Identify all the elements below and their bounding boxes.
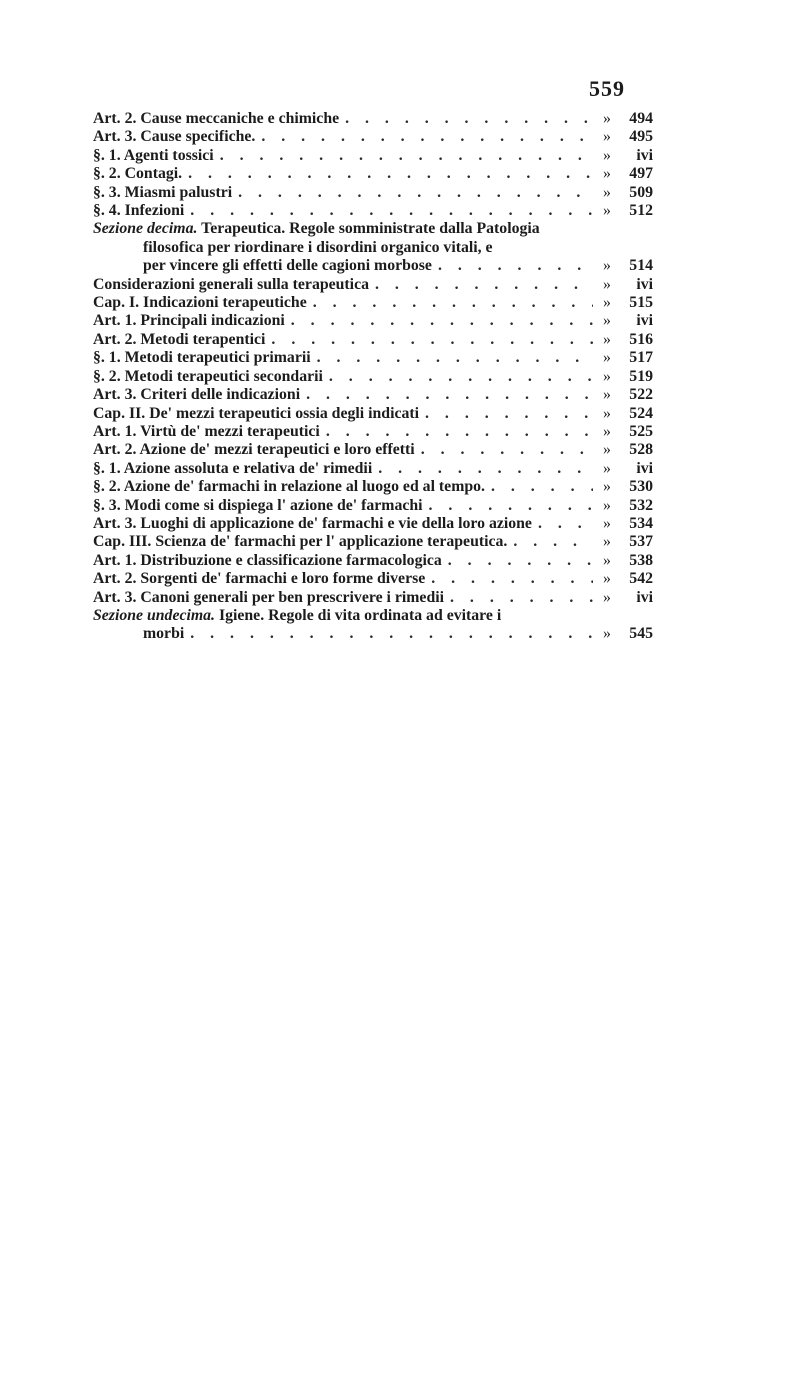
- toc-entry-page: 509: [629, 183, 653, 201]
- toc-entry-label: §. 3. Modi come si dispiega l' azione de' farmachi: [93, 496, 423, 514]
- dot-leader: [291, 312, 593, 330]
- toc-entry-page: 532: [629, 496, 653, 514]
- toc-entry: Art. 3. Criteri delle indicazioni . . . » 522: [93, 386, 653, 404]
- dot-leader: [448, 552, 593, 570]
- toc-entry: §. 4. Infezioni . . . » 512: [93, 202, 653, 220]
- table-of-contents: [93, 110, 653, 644]
- toc-entry-page: 534: [629, 514, 653, 532]
- toc-entry-label: §. 2. Metodi terapeutici secondarii: [93, 367, 323, 385]
- section-heading-label: Sezione decima. Terapeutica. Regole somministrate dalla Patologia: [93, 220, 540, 238]
- dot-leader: [188, 165, 593, 183]
- toc-entry-label: §. 1. Agenti tossici: [93, 146, 214, 164]
- toc-entry-label: Art. 2. Azione de' mezzi terapeutici e loro effetti: [93, 441, 415, 459]
- toc-entry-label: Cap. III. Scienza de' farmachi per l' applicazione terapeutica.: [93, 533, 508, 551]
- toc-entry: Art. 3. Luoghi di applicazione de' farmachi e vie della loro azione . . . » 534: [93, 515, 653, 533]
- toc-entry-label: §. 2. Azione de' farmachi in relazione al luogo ed al tempo.: [93, 478, 485, 496]
- toc-entry-page: 537: [629, 533, 653, 551]
- toc-entry-page: 519: [629, 367, 653, 385]
- toc-entry-page: 497: [629, 165, 653, 183]
- toc-entry: Art. 2. Sorgenti de' farmachi e loro forme diverse . . . » 542: [93, 570, 653, 588]
- dot-leader: [317, 349, 593, 367]
- dot-leader: [491, 478, 593, 496]
- toc-entry: §. 1. Agenti tossici . . . » ivi: [93, 147, 653, 165]
- toc-entry-page: 525: [629, 422, 653, 440]
- toc-entry: §. 2. Azione de' farmachi in relazione al luogo ed al tempo. . . . » 530: [93, 478, 653, 496]
- toc-entry: Art. 1. Virtù de' mezzi terapeutici . . . » 525: [93, 423, 653, 441]
- dot-leader: [513, 533, 593, 551]
- toc-entry: Art. 2. Azione de' mezzi terapeutici e loro effetti . . . » 528: [93, 441, 653, 459]
- toc-entry: Cap. I. Indicazioni terapeutiche . . . » 515: [93, 294, 653, 312]
- toc-entry-page: 494: [629, 110, 653, 127]
- toc-entry: Art. 3. Canoni generali per ben prescrivere i rimedii . . . » ivi: [93, 589, 653, 607]
- toc-entry-page: ivi: [636, 588, 653, 606]
- toc-entry-page: 530: [629, 478, 653, 496]
- toc-entry-page: 522: [629, 386, 653, 404]
- toc-entry-label: per vincere gli effetti delle cagioni morbose: [143, 257, 432, 275]
- toc-entry-label: §. 1. Azione assoluta e relativa de' rimedii: [93, 459, 373, 477]
- dot-leader: [378, 460, 593, 478]
- dot-leader: [326, 423, 593, 441]
- dot-leader: [190, 202, 593, 220]
- toc-entry: §. 1. Azione assoluta e relativa de' rimedii . . . » ivi: [93, 460, 653, 478]
- toc-entry-page: 524: [629, 404, 653, 422]
- toc-entry: Art. 2. Metodi terapentici . . . » 516: [93, 331, 653, 349]
- toc-entry: §. 3. Miasmi palustri . . . » 509: [93, 184, 653, 202]
- toc-entry-label: Art. 3. Criteri delle indicazioni: [93, 386, 301, 404]
- dot-leader: [425, 405, 593, 423]
- toc-entry: Art. 3. Cause specifiche. . . . » 495: [93, 128, 653, 146]
- toc-entry-page: 528: [629, 441, 653, 459]
- toc-entry-label: Art. 3. Canoni generali per ben prescrivere i rimedii: [93, 588, 445, 606]
- toc-entry: §. 2. Metodi terapeutici secondarii . . . » 519: [93, 368, 653, 386]
- dot-leader: [306, 386, 593, 404]
- toc-entry-page: ivi: [636, 459, 653, 477]
- dot-leader: [429, 497, 593, 515]
- toc-entry-page: 515: [629, 294, 653, 312]
- toc-entry-label: Cap. I. Indicazioni terapeutiche: [93, 294, 307, 312]
- page-number: 559: [589, 76, 625, 101]
- section-heading: [93, 220, 653, 238]
- section-heading: [93, 607, 653, 625]
- section-heading-continuation: [93, 239, 653, 257]
- toc-entry: §. 2. Contagi. . . . » 497: [93, 165, 653, 183]
- toc-entry-label: Considerazioni generali sulla terapeutica: [93, 275, 369, 293]
- dot-leader: [271, 331, 593, 349]
- dot-leader: [313, 294, 593, 312]
- toc-entry-label: §. 1. Metodi terapeutici primarii: [93, 349, 311, 367]
- toc-entry-label: Art. 3. Luoghi di applicazione de' farmachi e vie della loro azione: [93, 514, 532, 532]
- toc-entry: Cap. III. Scienza de' farmachi per l' applicazione terapeutica. . . . » 537: [93, 533, 653, 551]
- dot-leader: [538, 515, 593, 533]
- toc-entry-label: Art. 2. Cause meccaniche e chimiche: [93, 110, 340, 127]
- dot-leader: [438, 257, 593, 275]
- toc-entry-label: morbi: [143, 625, 185, 643]
- toc-entry-label: Art. 1. Virtù de' mezzi terapeutici: [93, 422, 320, 440]
- toc-entry-label: Cap. II. De' mezzi terapeutici ossia degli indicati: [93, 404, 420, 422]
- toc-entry-page: 517: [629, 349, 653, 367]
- section-heading-label: Sezione undecima. Igiene. Regole di vita ordinata ad evitare i: [93, 606, 502, 624]
- dot-leader: [431, 570, 593, 588]
- dot-leader: [238, 184, 593, 202]
- toc-entry-page: 514: [629, 257, 653, 275]
- toc-entry-page: ivi: [636, 146, 653, 164]
- toc-entry: Considerazioni generali sulla terapeutica . . . » ivi: [93, 276, 653, 294]
- toc-entry-label: Art. 1. Principali indicazioni: [93, 312, 285, 330]
- toc-entry: Art. 2. Cause meccaniche e chimiche . . . » 494: [93, 110, 653, 128]
- toc-entry-label: Art. 2. Sorgenti de' farmachi e loro forme diverse: [93, 570, 426, 588]
- dot-leader: [190, 625, 593, 643]
- toc-entry: Art. 1. Principali indicazioni . . . » ivi: [93, 312, 653, 330]
- toc-entry: §. 3. Modi come si dispiega l' azione de' farmachi . . . » 532: [93, 497, 653, 515]
- dot-leader: [220, 147, 593, 165]
- toc-entry-label: Art. 2. Metodi terapentici: [93, 330, 266, 348]
- toc-entry-label: Art. 1. Distribuzione e classificazione farmacologica: [93, 551, 442, 569]
- toc-entry-label: Art. 3. Cause specifiche.: [93, 128, 256, 146]
- toc-entry: per vincere gli effetti delle cagioni morbose . . . » 514: [93, 257, 653, 275]
- dot-leader: [421, 441, 593, 459]
- dot-leader: [345, 110, 593, 128]
- dot-leader: [450, 589, 593, 607]
- toc-entry-page: ivi: [636, 275, 653, 293]
- toc-entry-label: §. 4. Infezioni: [93, 202, 185, 220]
- toc-entry: Art. 1. Distribuzione e classificazione farmacologica . . . » 538: [93, 552, 653, 570]
- toc-entry-page: 512: [629, 202, 653, 220]
- toc-entry-page: 542: [629, 570, 653, 588]
- dot-leader: [375, 276, 593, 294]
- toc-entry-label: §. 2. Contagi.: [93, 165, 183, 183]
- section-heading-label: filosofica per riordinare i disordini organico vitali, e: [143, 238, 493, 256]
- dot-leader: [261, 128, 593, 146]
- toc-entry-page: 495: [629, 128, 653, 146]
- toc-entry: §. 1. Metodi terapeutici primarii . . . » 517: [93, 349, 653, 367]
- toc-entry-page: 545: [629, 625, 653, 643]
- dot-leader: [329, 368, 593, 386]
- toc-entry-page: 538: [629, 551, 653, 569]
- toc-entry-label: §. 3. Miasmi palustri: [93, 183, 233, 201]
- toc-entry: Cap. II. De' mezzi terapeutici ossia degli indicati . . . » 524: [93, 405, 653, 423]
- toc-entry-page: 516: [629, 330, 653, 348]
- toc-entry: morbi . . . » 545: [93, 625, 653, 643]
- toc-entry-page: ivi: [636, 312, 653, 330]
